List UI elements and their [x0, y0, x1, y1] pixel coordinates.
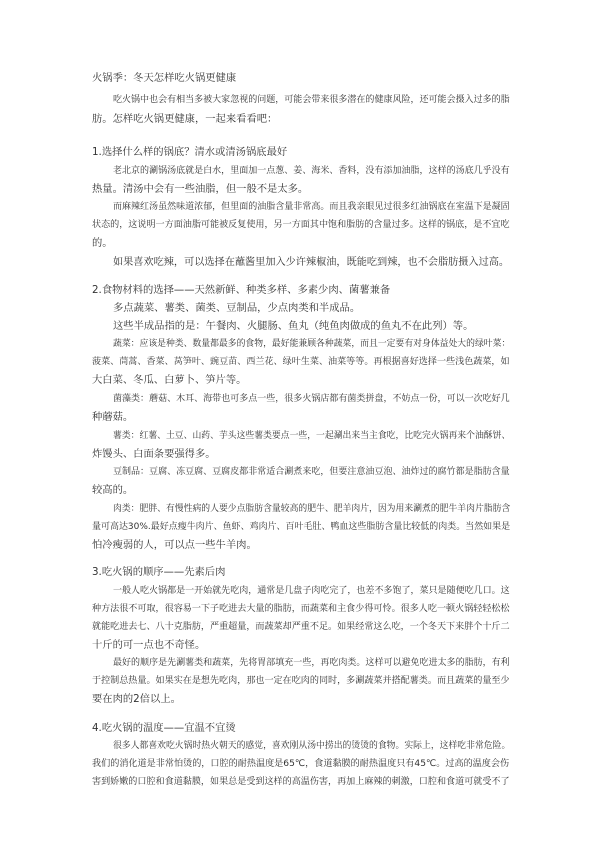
paragraph-line: 一般人吃火锅都是一开始就先吃肉，通常是几盘子肉吃完了，也差不多饱了，菜只是随便吃几口。这 — [113, 586, 510, 596]
paragraph-line: 种蘑菇。 — [92, 411, 134, 423]
paragraph-line: 较高的。 — [92, 484, 134, 496]
paragraph-line: 于控制总热量。如果实在是想先吃肉，那也一定在吃肉的同时，多涮蔬菜并搭配薯类。而且蔬菜的量至少 — [92, 676, 510, 686]
paragraph-line: 薯类：红薯、土豆、山药、芋头这些薯类要点一些，一起涮出来当主食吃，比吃完火锅再来个油酥饼、 — [113, 431, 511, 441]
paragraph-line: 种方法很不可取，很容易一下子吃进去大量的脂肪，而蔬菜和主食少得可怜。很多人吃一顿火锅轻轻松松 — [92, 604, 510, 614]
paragraph-line: 十斤的可一点也不奇怪。 — [92, 639, 206, 651]
document-title: 火锅季：冬天怎样吃火锅更健康 — [92, 72, 237, 84]
paragraph-line: 而麻辣红汤虽然味道浓郁，但里面的油脂含量非常高。而且我亲眼见过很多红油锅底在室温下是凝固 — [113, 202, 510, 212]
paragraph-line: 多点蔬菜、薯类、菌类、豆制品，少点肉类和半成品。 — [113, 302, 361, 314]
paragraph-line: 状态的，这说明一方面油脂可能被反复使用，另一方面其中饱和脂肪的含量过多。这样的锅底，是不宜吃 — [92, 220, 510, 230]
paragraph-line: 我们的消化道是非常怕烫的，口腔的耐热温度是65℃，食道黏膜的耐热温度只有45℃。过高的温度会伤 — [92, 759, 510, 769]
paragraph-line: 害到娇嫩的口腔和食道黏膜，如果总是受到这样的高温伤害，再加上麻辣的刺激，口腔和食道可就受不了 — [92, 777, 510, 787]
intro-line: 肪。怎样吃火锅更健康，一起来看看吧： — [92, 113, 278, 125]
paragraph-line: 这些半成品指的是：午餐肉、火腿肠、鱼丸（纯鱼肉做成的鱼丸不在此列）等。 — [113, 320, 474, 332]
paragraph-line: 老北京的涮锅汤底就是白水，里面加一点葱、姜、海米、香料，没有添加油脂，这样的汤底几乎没有 — [113, 166, 510, 176]
paragraph-line: 菠菜、茼蒿、香菜、莴笋叶、豌豆苗、西兰花、绿叶生菜、油菜等等。再根据喜好选择一些浅色蔬菜，如 — [92, 357, 510, 367]
paragraph-line: 炸馒头、白面条要强得多。 — [92, 448, 216, 460]
intro-line: 吃火锅中也会有相当多被大家忽视的问题，可能会带来很多潜在的健康风险，还可能会摄入过多的脂 — [113, 95, 510, 105]
paragraph-line: 大白菜、冬瓜、白萝卜、笋片等。 — [92, 374, 247, 386]
paragraph-line: 最好的顺序是先涮薯类和蔬菜，先将胃部填充一些，再吃肉类。这样可以避免吃进太多的脂肪，有利 — [113, 658, 510, 668]
section-heading: 4.吃火锅的温度——宜温不宜烫 — [92, 722, 236, 734]
paragraph-line: 怕冷瘦弱的人，可以点一些牛羊肉。 — [92, 539, 257, 551]
paragraph-line: 要在肉的2倍以上。 — [92, 693, 181, 705]
paragraph-line: 的。 — [92, 237, 113, 249]
paragraph-line: 菌藻类：蘑菇、木耳、海带也可多点一些，很多火锅店都有菌类拼盘，不妨点一份，可以一次吃好几 — [113, 394, 510, 404]
paragraph-line: 蔬菜：应该是种类、数量都最多的食物，最好能兼顾各种蔬菜，而且一定要有对身体益处大的绿叶菜： — [113, 339, 511, 349]
paragraph-line: 肉类：肥胖、有慢性病的人要少点脂肪含量较高的肥牛、肥羊肉片，因为用来涮煮的肥牛羊肉片脂肪含 — [113, 504, 511, 514]
section-heading: 1.选择什么样的锅底？清水或清汤锅底最好 — [92, 146, 288, 158]
paragraph-line: 就能吃进去七、八十克脂肪，严重超量，而蔬菜却严重不足。如果经常这么吃，一个冬天下来胖个十斤二 — [92, 622, 510, 632]
paragraph-line: 量可高达30%.最好点瘦牛肉片、鱼虾、鸡肉片、百叶毛肚、鸭血这些脂肪含量比较低的肉类。当然如果是 — [92, 522, 511, 532]
paragraph-line: 如果喜欢吃辣，可以选择在蘸酱里加入少许辣椒油，既能吃到辣，也不会脂肪摄入过高。 — [113, 257, 510, 268]
paragraph-line: 很多人都喜欢吃火锅时热火朝天的感觉，喜欢刚从汤中捞出的烫烫的食物。实际上，这样吃非常危险。 — [113, 741, 511, 751]
paragraph-line: 豆制品：豆腐、冻豆腐、豆腐皮都非常适合涮煮来吃，但要注意油豆泡、油炸过的腐竹都是脂肪含量 — [113, 467, 510, 477]
section-heading: 3.吃火锅的顺序——先素后肉 — [92, 566, 226, 578]
section-heading: 2.食物材料的选择——天然新鲜、种类多样、多素少肉、菌薯兼备 — [92, 284, 391, 296]
paragraph-line: 热量。清汤中会有一些油脂，但一般不是太多。 — [92, 183, 309, 195]
